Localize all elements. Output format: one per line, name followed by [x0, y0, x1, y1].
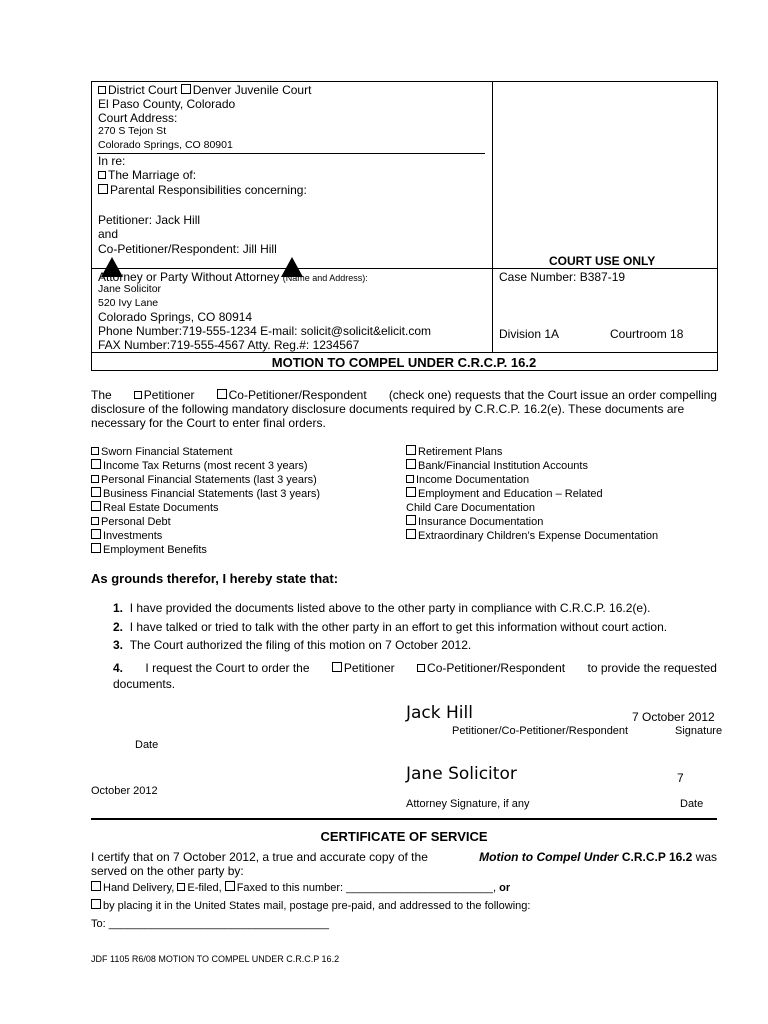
- doc-label: Business Financial Statements (last 3 years): [103, 488, 321, 500]
- hand-delivery-option[interactable]: [91, 882, 174, 894]
- document-title: MOTION TO COMPEL UNDER C.R.C.P. 16.2: [271, 355, 537, 370]
- parental-responsibilities[interactable]: [98, 183, 307, 197]
- grounds-item-2: [113, 620, 667, 634]
- doc-label: Child Care Documentation: [406, 502, 536, 514]
- attorney-label-text: Attorney or Party Without Attorney: [98, 270, 280, 284]
- court-address-line1: 270 S Tejon St: [98, 125, 167, 137]
- doc-label: Bank/Financial Institution Accounts: [418, 460, 588, 472]
- attorney-city: Colorado Springs, CO 80914: [98, 310, 253, 324]
- intro-copetitioner-option[interactable]: [217, 388, 367, 402]
- form-footer: JDF 1105 R6/08 MOTION TO COMPEL UNDER C.R.C.P 16.2: [91, 954, 340, 964]
- petitioner-caption: Petitioner/Co-Petitioner/Respondent: [452, 725, 629, 737]
- checkbox-icon: [406, 459, 416, 469]
- checkbox-icon: [177, 883, 185, 891]
- or-text: or: [499, 882, 511, 894]
- certificate-line1-d: was: [695, 850, 717, 864]
- checkbox-icon: [91, 543, 101, 553]
- grounds-4-copetitioner-option[interactable]: [417, 660, 565, 676]
- grounds-item-4-line2: documents.: [113, 677, 176, 691]
- certificate-line1: [91, 850, 717, 864]
- doc-label: Employment and Education – Related: [418, 488, 603, 500]
- district-court-checkbox[interactable]: [98, 83, 177, 97]
- certificate-separator: [91, 818, 717, 820]
- mail-label: by placing it in the United States mail, postage pre-paid, and addressed to the following:: [103, 900, 531, 912]
- district-court-label: District Court: [108, 83, 178, 97]
- checkbox-icon: [406, 515, 416, 525]
- doc-label: Employment Benefits: [103, 544, 207, 556]
- juvenile-court-checkbox[interactable]: [181, 83, 312, 97]
- certificate-line1-b: Motion to Compel Under: [479, 850, 619, 864]
- attorney-sign-day: 7: [677, 771, 684, 785]
- checkbox-icon: [91, 447, 99, 455]
- doc-right-item[interactable]: [406, 473, 658, 487]
- faxed-label: Faxed to this number: ________________________,: [236, 882, 497, 894]
- caption-divider: [492, 81, 493, 352]
- doc-left-item[interactable]: [91, 529, 320, 543]
- juvenile-court-label: Denver Juvenile Court: [192, 83, 312, 97]
- petitioner-signature-word: Signature: [675, 725, 723, 737]
- petitioner-name: Petitioner: Jack Hill: [98, 213, 201, 227]
- doc-right-item[interactable]: [406, 459, 658, 473]
- parental-label: Parental Responsibilities concerning:: [110, 183, 307, 197]
- documents-right-list: [406, 445, 658, 543]
- grounds-text: I have talked or tried to talk with the other party in an effort to get this information without court action.: [129, 620, 668, 634]
- petitioner-signature: Jack Hill: [406, 703, 473, 723]
- attorney-sign-month-year: October 2012: [91, 785, 158, 797]
- grounds-item-4: [113, 660, 717, 692]
- doc-left-item[interactable]: [91, 515, 320, 529]
- checkbox-icon: [98, 86, 106, 94]
- intro-line1-rest: (check one) requests that the Court issue an order compelling: [388, 388, 717, 402]
- doc-left-item[interactable]: [91, 543, 320, 557]
- certificate-line1-a: I certify that on 7 October 2012, a true and accurate copy of the: [91, 850, 428, 864]
- grounds-num: 3.: [113, 638, 124, 652]
- doc-left-item[interactable]: [91, 459, 320, 473]
- documents-left-list: [91, 445, 320, 557]
- checkbox-icon: [91, 475, 99, 483]
- court-address-label: Court Address:: [98, 111, 178, 125]
- checkbox-icon: [91, 517, 99, 525]
- petitioner-sign-date: 7 October 2012: [632, 710, 715, 724]
- mail-option[interactable]: [91, 899, 530, 912]
- marriage-of[interactable]: [98, 168, 196, 182]
- court-options: [98, 83, 311, 97]
- attorney-caption: Attorney Signature, if any: [406, 798, 530, 810]
- grounds-heading: As grounds therefor, I hereby state that:: [91, 571, 339, 586]
- efiled-option[interactable]: [177, 882, 221, 894]
- checkbox-icon: [406, 445, 416, 455]
- doc-label: Retirement Plans: [418, 446, 503, 458]
- doc-label: Income Documentation: [416, 474, 530, 486]
- certificate-line2: served on the other party by:: [91, 864, 244, 878]
- doc-label: Insurance Documentation: [418, 516, 544, 528]
- doc-label: Personal Debt: [101, 516, 171, 528]
- grounds-item-3: [113, 638, 471, 652]
- doc-right-item-continued: [406, 501, 658, 515]
- checkbox-icon: [91, 881, 101, 891]
- grounds-item-1: [113, 601, 650, 615]
- doc-left-item[interactable]: [91, 473, 320, 487]
- attorney-label-small: (Name and Address):: [282, 273, 368, 283]
- attorney-date-word: Date: [680, 798, 704, 810]
- grounds-4-part2: to provide the requested: [587, 661, 717, 675]
- grounds-num: 2.: [113, 620, 124, 634]
- checkbox-icon: [406, 487, 416, 497]
- doc-right-item[interactable]: [406, 487, 658, 501]
- court-address-line2: Colorado Springs, CO 80901: [98, 139, 233, 151]
- caption-row-divider: [91, 268, 717, 269]
- hand-delivery-label: Hand Delivery,: [103, 882, 175, 894]
- case-number: Case Number: B387-19: [499, 270, 626, 284]
- and-text: and: [98, 227, 119, 241]
- attorney-fax-reg: FAX Number:719-555-4567 Atty. Reg.#: 1234567: [98, 338, 360, 352]
- checkbox-icon: [91, 899, 101, 909]
- county: El Paso County, Colorado: [98, 97, 236, 111]
- doc-left-item[interactable]: [91, 487, 320, 501]
- checkbox-icon: [134, 391, 142, 399]
- certificate-line1-c: C.R.C.P 16.2: [621, 850, 693, 864]
- intro-petitioner-label: Petitioner: [143, 388, 195, 402]
- checkbox-icon: [91, 501, 101, 511]
- doc-right-item[interactable]: [406, 445, 658, 459]
- co-petitioner-name: Co-Petitioner/Respondent: Jill Hill: [98, 242, 277, 256]
- doc-left-item[interactable]: [91, 501, 320, 515]
- doc-left-item[interactable]: [91, 445, 320, 459]
- doc-label: Sworn Financial Statement: [101, 446, 233, 458]
- checkbox-icon: [98, 171, 106, 179]
- petitioner-date-word: Date: [135, 739, 159, 751]
- grounds-text: I have provided the documents listed above to the other party in compliance with C.R.C.P. 16.2(e).: [129, 601, 651, 615]
- grounds-4-part1: I request the Court to order the: [145, 661, 310, 675]
- attorney-phone-email: Phone Number:719-555-1234 E-mail: solicit@solicit&elicit.com: [98, 324, 431, 338]
- intro-line1: [91, 388, 717, 402]
- checkbox-icon: [406, 529, 416, 539]
- courtroom: Courtroom 18: [610, 327, 684, 341]
- grounds-4-petitioner-option[interactable]: [332, 660, 395, 676]
- checkbox-icon: [181, 84, 191, 94]
- intro-paragraph: [91, 388, 717, 430]
- attorney-name: Jane Solicitor: [98, 283, 162, 295]
- caption-title-divider: [91, 352, 717, 353]
- doc-label: Personal Financial Statements (last 3 years): [101, 474, 317, 486]
- grounds-num: 1.: [113, 601, 124, 615]
- doc-right-item[interactable]: [406, 515, 658, 529]
- efiled-label: E-filed,: [187, 882, 222, 894]
- intro-petitioner-option[interactable]: [134, 388, 195, 402]
- checkbox-icon: [91, 487, 101, 497]
- checkbox-icon: [406, 475, 414, 483]
- attorney-street: 520 Ivy Lane: [98, 297, 159, 309]
- in-re: In re:: [98, 154, 126, 168]
- intro-copetitioner-label: Co-Petitioner/Respondent: [228, 388, 367, 402]
- service-methods: [91, 881, 510, 894]
- checkbox-icon: [417, 664, 425, 672]
- grounds-4-petitioner-label: Petitioner: [343, 661, 395, 675]
- checkbox-icon: [91, 459, 101, 469]
- faxed-option[interactable]: [225, 882, 496, 894]
- intro-the: The: [91, 388, 112, 402]
- court-address-underline: [97, 153, 485, 154]
- to-field[interactable]: To: ____________________________________: [91, 918, 329, 930]
- checkbox-icon: [98, 184, 108, 194]
- doc-label: Investments: [103, 530, 163, 542]
- checkbox-icon: [91, 529, 101, 539]
- doc-label: Extraordinary Children’s Expense Documentation: [418, 530, 659, 542]
- intro-line2: disclosure of the following mandatory disclosure documents required by C.R.C.P. 16.2(e). These documents are: [91, 402, 685, 416]
- certificate-heading: CERTIFICATE OF SERVICE: [320, 829, 488, 844]
- checkbox-icon: [332, 662, 342, 672]
- grounds-4-copetitioner-label: Co-Petitioner/Respondent: [427, 661, 566, 675]
- checkbox-icon: [225, 881, 235, 891]
- doc-label: Income Tax Returns (most recent 3 years): [103, 460, 308, 472]
- checkbox-icon: [217, 389, 227, 399]
- grounds-item-4-line1: [113, 660, 717, 676]
- attorney-signature: Jane Solicitor: [406, 764, 517, 784]
- attorney-label: [98, 270, 368, 284]
- doc-right-item[interactable]: [406, 529, 658, 543]
- court-use-only: COURT USE ONLY: [549, 254, 656, 268]
- doc-label: Real Estate Documents: [103, 502, 219, 514]
- division: Division 1A: [499, 327, 560, 341]
- marriage-of-label: The Marriage of:: [108, 168, 197, 182]
- intro-line3: necessary for the Court to enter final orders.: [91, 416, 326, 430]
- grounds-text: The Court authorized the filing of this motion on 7 October 2012.: [129, 638, 472, 652]
- certificate-paragraph: [91, 850, 717, 878]
- grounds-num: 4.: [113, 661, 124, 675]
